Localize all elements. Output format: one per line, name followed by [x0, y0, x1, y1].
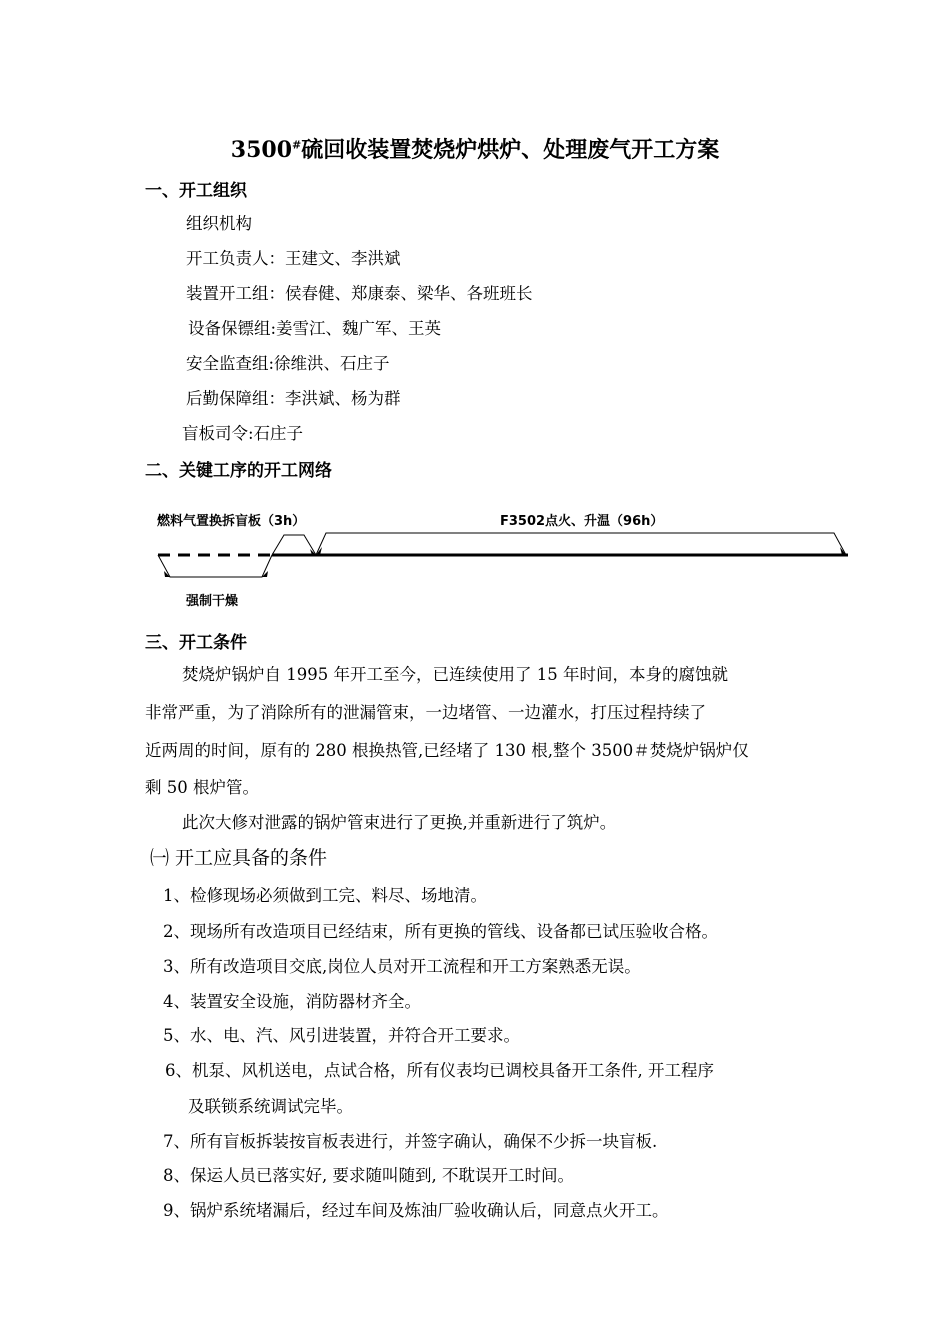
condition-item: 2、现场所有改造项目已经结束，所有更换的管线、设备都已试压验收合格。	[163, 922, 718, 941]
condition-item: 8、保运人员已落实好, 要求随叫随到, 不耽误开工时间。	[163, 1166, 574, 1185]
section-heading-network: 二、关键工序的开工网络	[145, 461, 332, 481]
document-title: 3500#硫回收装置焚烧炉烘炉、处理废气开工方案	[230, 137, 720, 163]
condition-item: 9、锅炉系统堵漏后，经过车间及炼油厂验收确认后，同意点火开工。	[163, 1201, 669, 1220]
condition-item-continuation: 及联锁系统调试完毕。	[188, 1097, 353, 1116]
condition-item: 4、装置安全设施，消防器材齐全。	[163, 992, 421, 1011]
org-line: 设备保镖组:姜雪江、魏广军、王英	[188, 319, 442, 338]
network-arc-long	[316, 533, 846, 555]
section-heading-organization: 一、开工组织	[145, 181, 247, 201]
condition-item: 3、所有改造项目交底,岗位人员对开工流程和开工方案熟悉无误。	[163, 957, 641, 976]
critical-path-network-diagram	[150, 525, 860, 595]
org-line: 安全监查组:徐维洪、石庄子	[186, 354, 390, 373]
paragraph-line: 非常严重，为了消除所有的泄漏管束，一边堵管、一边灌水，打压过程持续了	[145, 703, 706, 722]
network-arc-bottom	[158, 555, 272, 577]
condition-item: 1、检修现场必须做到工完、料尽、场地清。	[163, 886, 487, 905]
subheading-conditions: ㈠ 开工应具备的条件	[150, 847, 328, 869]
condition-item: 5、水、电、汽、风引进装置，并符合开工要求。	[163, 1026, 520, 1045]
condition-item: 6、机泵、风机送电，点试合格，所有仪表均已调校具备开工条件, 开工程序	[165, 1061, 714, 1080]
network-label-left: 燃料气置换拆盲板（3h）	[157, 514, 306, 529]
paragraph-line: 此次大修对泄露的锅炉管束进行了更换,并重新进行了筑炉。	[182, 813, 617, 832]
org-line: 盲板司令:石庄子	[182, 424, 304, 443]
paragraph-line: 近两周的时间，原有的 280 根换热管,已经堵了 130 根,整个 3500＃焚烧炉锅炉仅	[145, 741, 749, 760]
org-label: 组织机构	[186, 214, 252, 233]
org-line: 开工负责人：王建文、李洪斌	[186, 249, 401, 268]
condition-item: 7、所有盲板拆装按盲板表进行，并签字确认，确保不少拆一块盲板.	[163, 1132, 658, 1151]
network-label-bottom: 强制干燥	[186, 594, 239, 609]
network-label-right: F3502点火、升温（96h）	[500, 514, 664, 529]
paragraph-line: 焚烧炉锅炉自 1995 年开工至今，已连续使用了 15 年时间，本身的腐蚀就	[182, 665, 728, 684]
org-line: 后勤保障组：李洪斌、杨为群	[186, 389, 401, 408]
network-arc-small	[272, 535, 316, 555]
paragraph-line: 剩 50 根炉管。	[145, 778, 259, 797]
section-heading-conditions: 三、开工条件	[145, 633, 247, 653]
org-line: 装置开工组：侯春健、郑康泰、梁华、各班班长	[186, 284, 533, 303]
